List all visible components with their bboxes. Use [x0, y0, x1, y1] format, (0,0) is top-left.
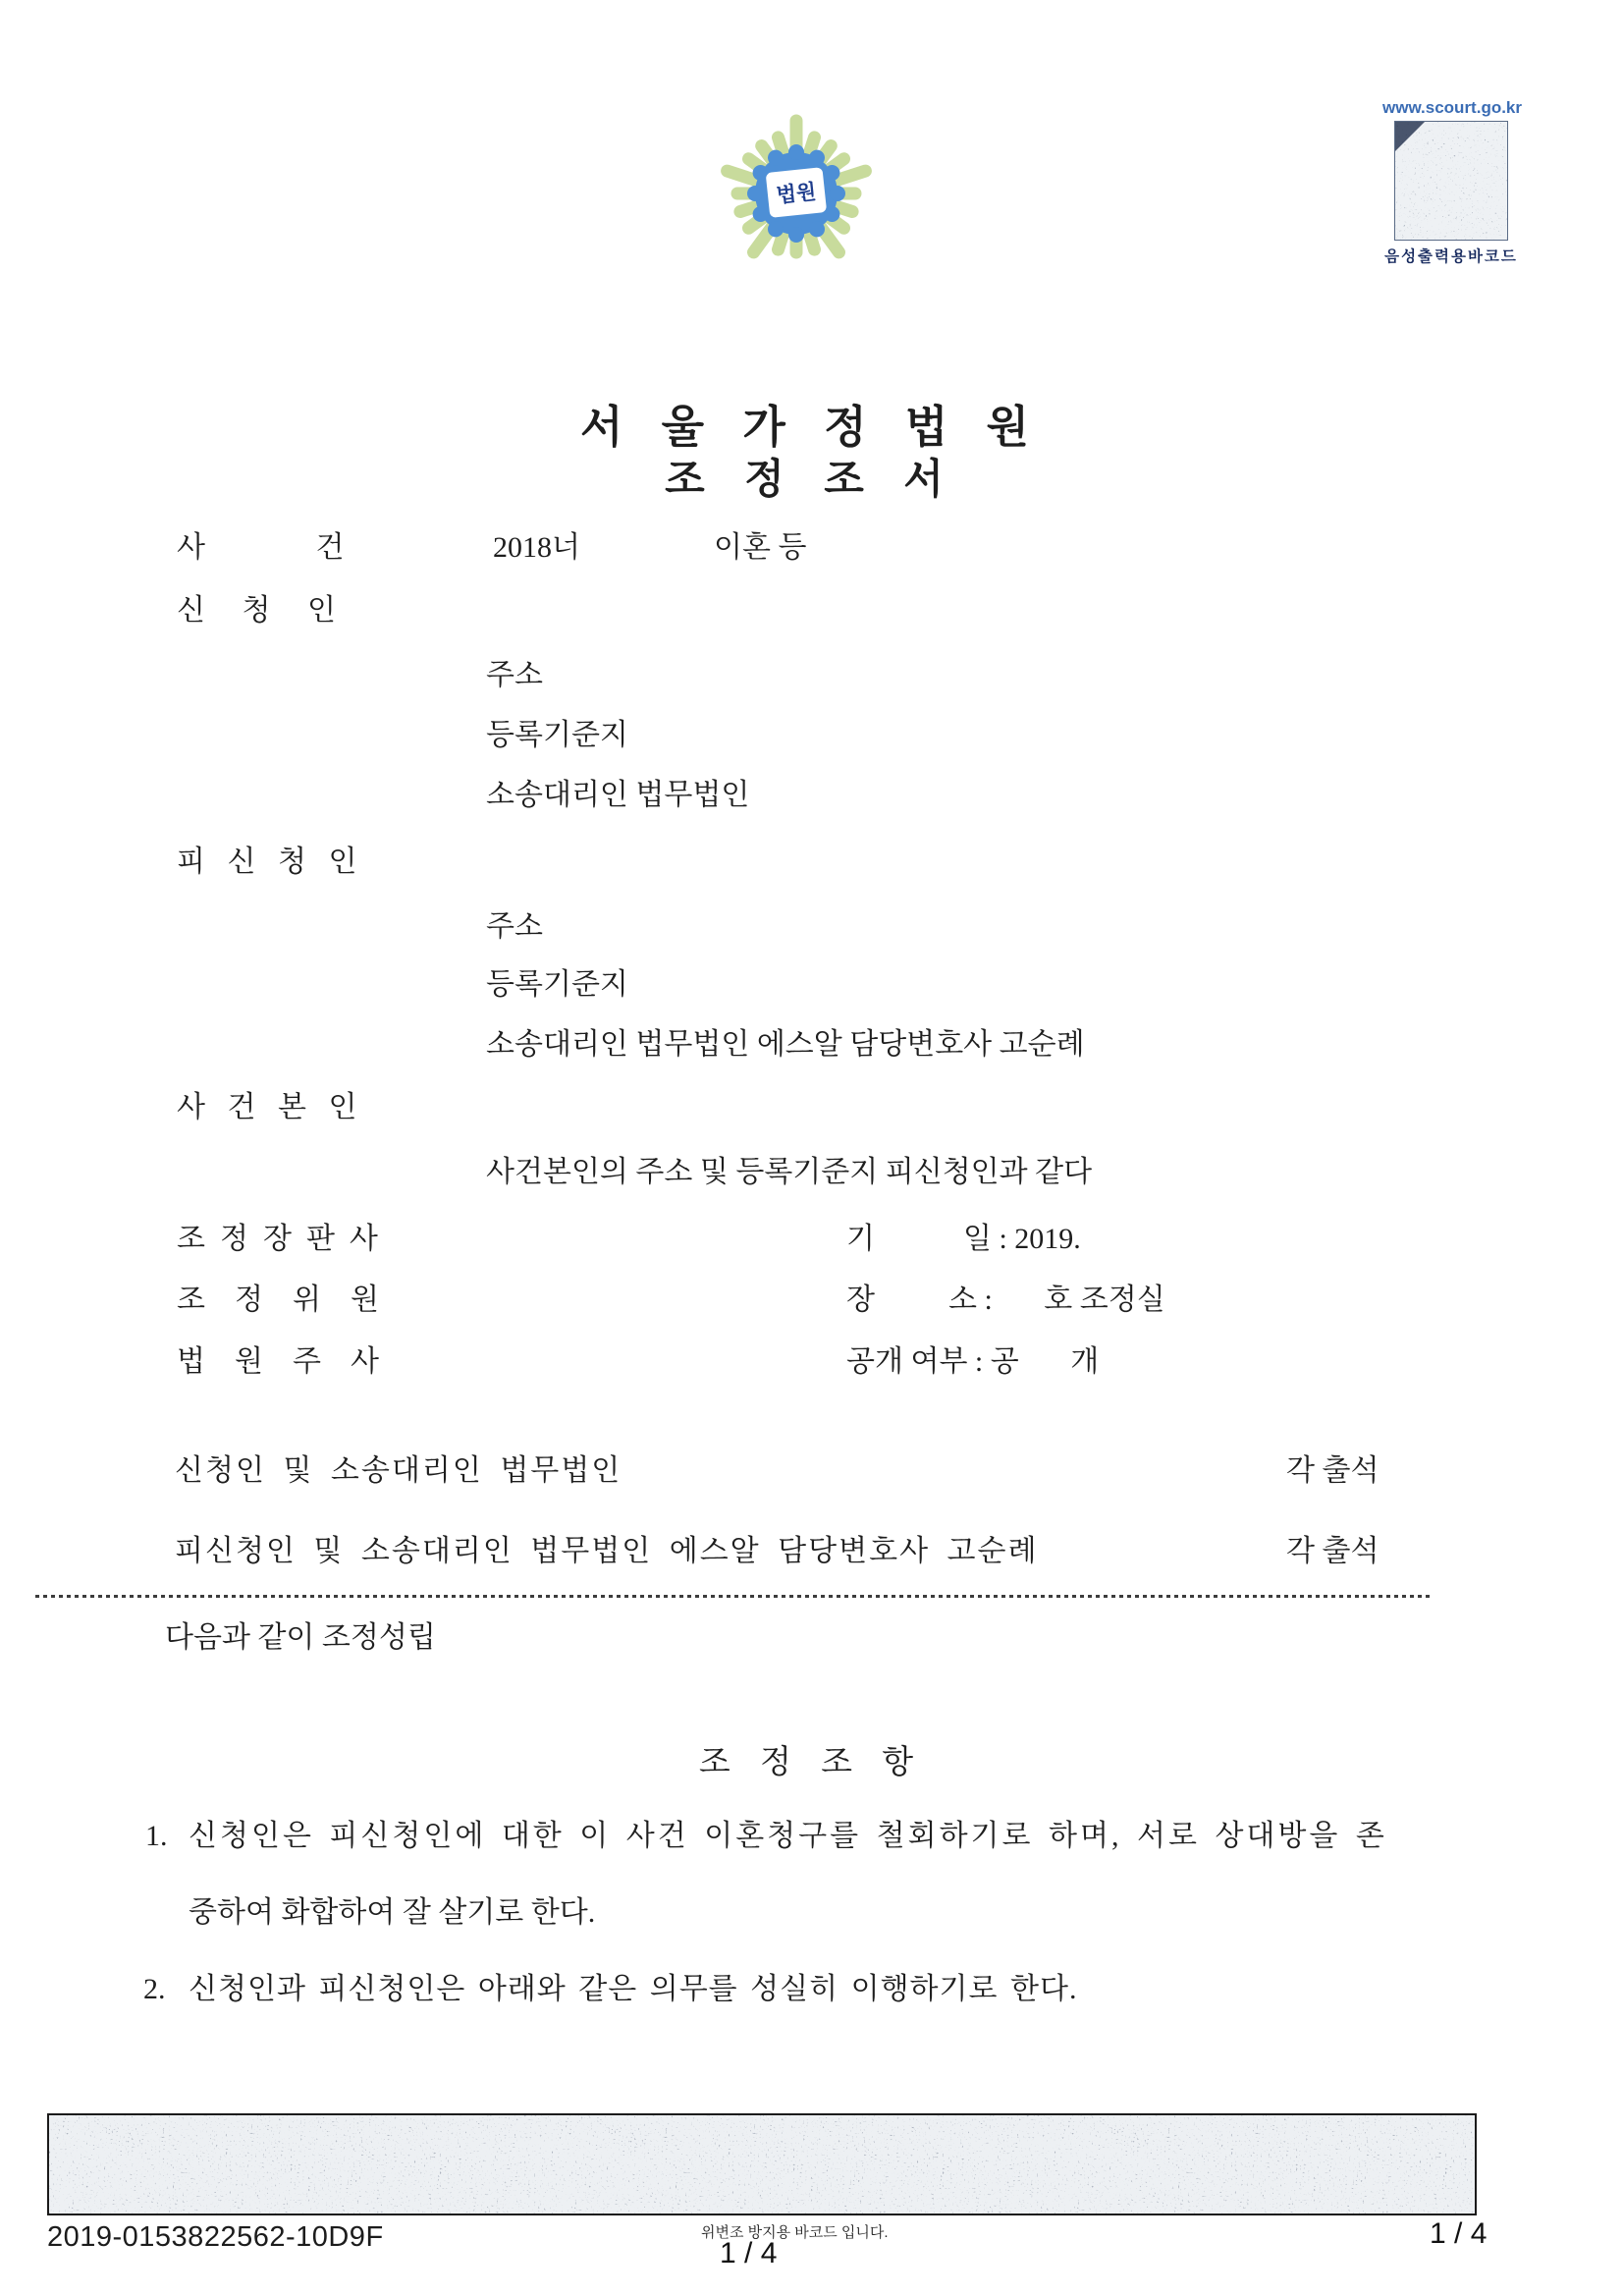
term-1-line-1: 신청인은 피신청인에 대한 이 사건 이혼청구를 철회하기로 하며, 서로 상대방을 존: [189, 1820, 1387, 1852]
minor-note: 사건본인의 주소 및 등록기준지 피신청인과 같다: [486, 1156, 1093, 1188]
minor-label: 사 건 본 인: [177, 1091, 357, 1123]
page-indicator-center: 1 / 4: [720, 2237, 778, 2269]
term-2-line-1: 신청인과 피신청인은 아래와 같은 의무를 성실히 이행하기로 한다.: [189, 1973, 1078, 2005]
court-clerk-label: 법 원 주 사: [177, 1345, 379, 1378]
presiding-judge-label: 조 정 장 판 사: [177, 1223, 378, 1255]
settlement-intro: 다음과 같이 조정성립: [165, 1621, 436, 1654]
public-value: 공 개: [990, 1345, 1100, 1378]
session-date-row: [846, 1222, 1081, 1257]
document-id: 2019-0153822562-10D9F: [47, 2221, 384, 2253]
case-label: 사 건: [177, 531, 345, 564]
applicant-registry-label: 등록기준지: [486, 719, 628, 751]
document-type-title: 조 정 조 서: [665, 458, 958, 503]
attendance-row-2-party: 피신청인 및 소송대리인 법무법인 에스알 담당변호사 고순례: [175, 1535, 1039, 1567]
court-seal-icon: [709, 106, 884, 281]
session-place-row: [846, 1283, 1165, 1318]
attendance-row-2-status: 각 출석: [1286, 1535, 1380, 1567]
term-2-number: 2.: [143, 1973, 166, 2005]
dotted-divider: [35, 1595, 1430, 1598]
public-label: 공개 여부 :: [846, 1345, 991, 1378]
attendance-row-1-party: 신청인 및 소송대리인 법무법인: [175, 1454, 622, 1487]
voice-barcode-caption: 음성출력용바코드: [1384, 248, 1518, 265]
voice-barcode-block: [1382, 98, 1523, 266]
respondent-address-label: 주소: [486, 910, 543, 943]
attendance-row-1-status: 각 출석: [1286, 1454, 1380, 1487]
respondent-label: 피 신 청 인: [177, 846, 357, 878]
respondent-registry-label: 등록기준지: [486, 968, 628, 1001]
page-indicator-right: 1 / 4: [1430, 2217, 1488, 2250]
court-name-title: 서 울 가 정 법 원: [579, 403, 1044, 452]
date-value: 2019.: [1014, 1223, 1081, 1255]
term-1-number: 1.: [145, 1820, 168, 1852]
case-number: 2018너: [493, 531, 580, 564]
applicant-label: 신 청 인: [177, 594, 336, 627]
anti-forgery-barcode: [47, 2113, 1477, 2215]
commissioner-label: 조 정 위 원: [177, 1284, 379, 1316]
seal-text: 법원: [775, 179, 818, 208]
case-name: 이혼 등: [714, 531, 807, 564]
applicant-address-label: 주소: [486, 659, 543, 691]
term-1-line-2: 중하여 화합하여 잘 살기로 한다.: [189, 1896, 596, 1929]
applicant-counsel: 소송대리인 법무법인: [486, 779, 750, 811]
place-label: 장 소 :: [846, 1284, 1001, 1316]
date-label: 기 일 :: [846, 1223, 1015, 1255]
scourt-url: www.scourt.go.kr: [1382, 98, 1523, 117]
terms-heading: 조 정 조 항: [698, 1745, 925, 1780]
respondent-counsel: 소송대리인 법무법인 에스알 담당변호사 고순례: [486, 1028, 1085, 1061]
voice-output-barcode: [1394, 121, 1508, 241]
public-status-row: [846, 1344, 1099, 1380]
barcode-note: 위변조 방지용 바코드 입니다.: [701, 2224, 889, 2241]
place-value: 호 조정실: [1000, 1284, 1165, 1316]
